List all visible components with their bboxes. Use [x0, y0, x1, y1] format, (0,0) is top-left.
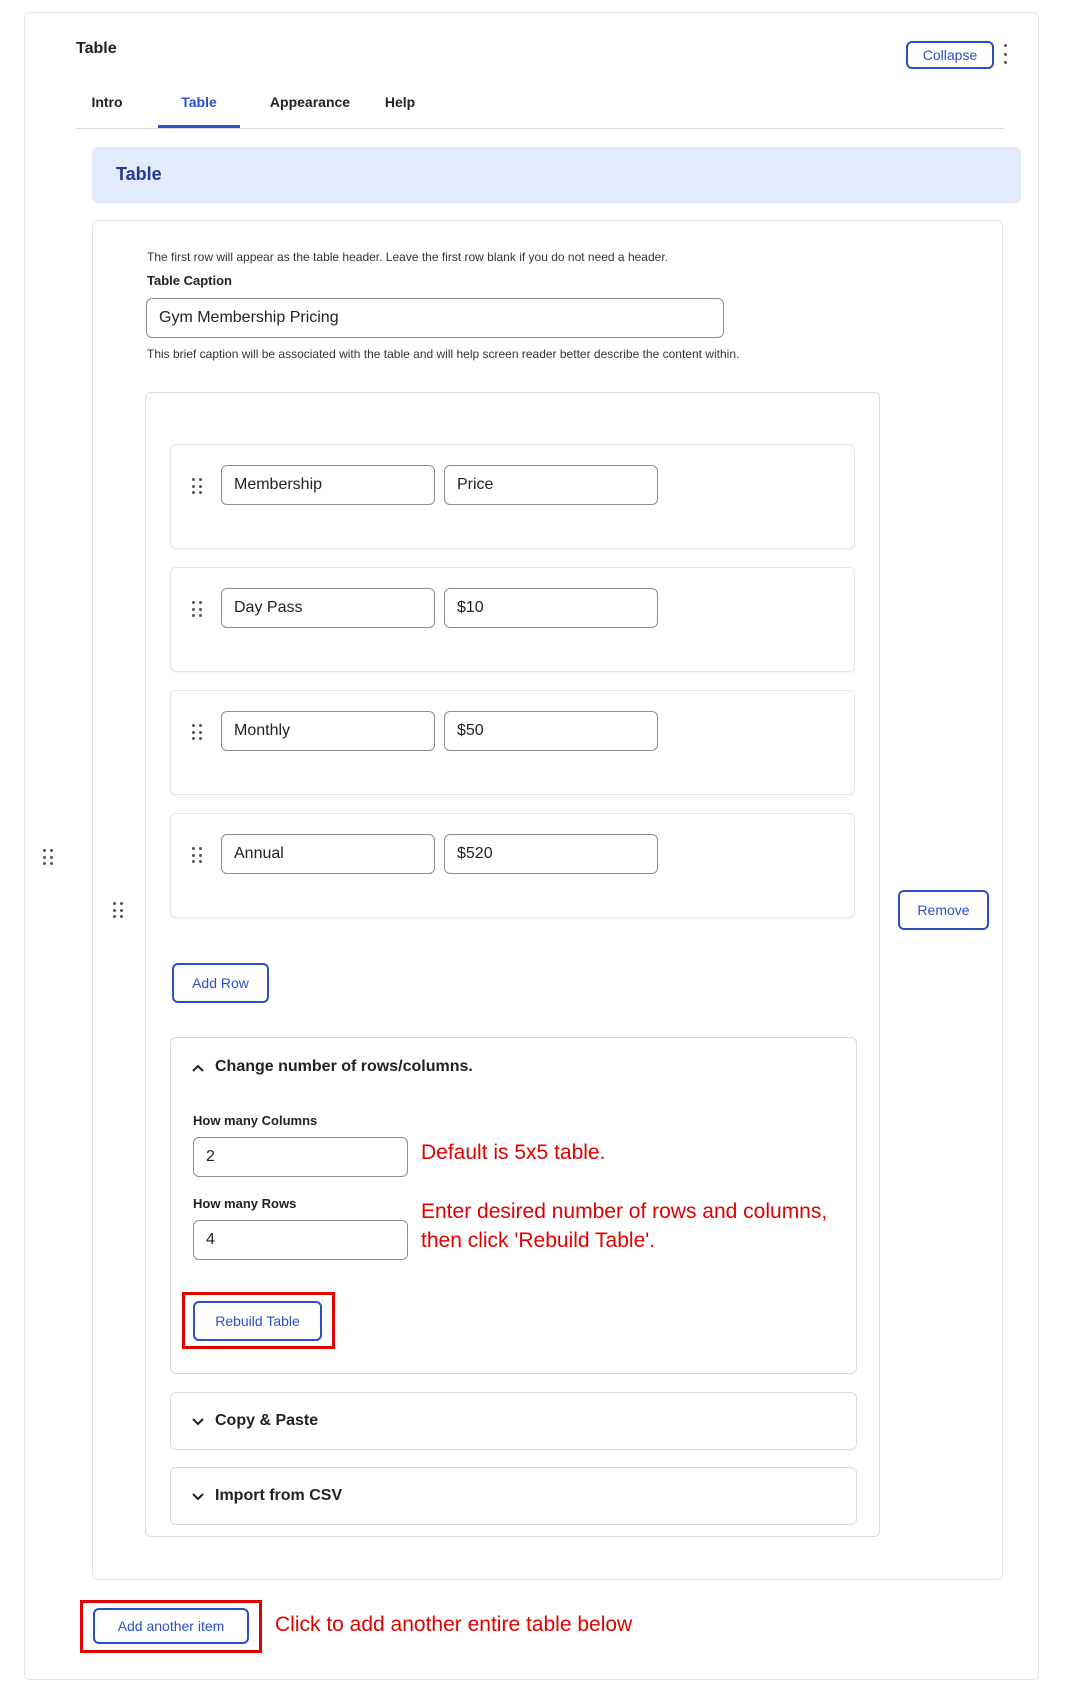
copy-paste-panel[interactable]	[170, 1392, 857, 1450]
header-hint-text: The first row will appear as the table header. Leave the first row blank if you do not need a header.	[147, 250, 668, 264]
cell-input[interactable]: $50	[444, 711, 658, 751]
paragraph-title: Table	[76, 40, 117, 57]
table-drag-handle-icon[interactable]	[113, 902, 123, 918]
add-another-item-button[interactable]: Add another item	[93, 1608, 249, 1644]
kebab-menu-icon[interactable]	[1000, 44, 1010, 64]
cell-input[interactable]: Annual	[221, 834, 435, 874]
tab-table[interactable]: Table	[158, 88, 240, 128]
tab-intro[interactable]: Intro	[91, 94, 123, 110]
section-banner	[92, 147, 1021, 203]
cell-input[interactable]: $10	[444, 588, 658, 628]
collapse-button[interactable]: Collapse	[906, 41, 994, 69]
annotation-add-table: Click to add another entire table below	[275, 1613, 633, 1636]
tab-help[interactable]: Help	[384, 94, 416, 110]
tab-appearance[interactable]: Appearance	[269, 94, 351, 110]
cell-input[interactable]: Membership	[221, 465, 435, 505]
row-drag-handle-icon[interactable]	[192, 601, 202, 617]
chevron-up-icon[interactable]	[191, 1061, 205, 1075]
add-row-button[interactable]: Add Row	[172, 963, 269, 1003]
cell-input[interactable]: Price	[444, 465, 658, 505]
columns-label: How many Columns	[193, 1113, 318, 1128]
copy-paste-title[interactable]: Copy & Paste	[215, 1412, 319, 1429]
rebuild-table-button[interactable]: Rebuild Table	[193, 1301, 322, 1341]
row-drag-handle-icon[interactable]	[192, 478, 202, 494]
cell-input[interactable]: $520	[444, 834, 658, 874]
tab-bar	[76, 88, 1004, 129]
rows-label: How many Rows	[193, 1196, 297, 1211]
caption-label: Table Caption	[147, 273, 232, 288]
chevron-down-icon	[191, 1415, 205, 1429]
import-csv-title[interactable]: Import from CSV	[215, 1487, 343, 1504]
caption-help-text: This brief caption will be associated with the table and will help screen reader better describe the content within.	[147, 347, 740, 361]
row-drag-handle-icon[interactable]	[192, 847, 202, 863]
annotation-enter-rows-line2: then click 'Rebuild Table'.	[421, 1229, 656, 1252]
item-drag-handle-icon[interactable]	[43, 849, 53, 865]
banner-title: Table	[116, 164, 162, 184]
resize-panel-title[interactable]: Change number of rows/columns.	[215, 1058, 473, 1075]
annotation-enter-rows-line1: Enter desired number of rows and columns,	[421, 1200, 828, 1223]
chevron-down-icon	[191, 1490, 205, 1504]
caption-input[interactable]: Gym Membership Pricing	[146, 298, 724, 338]
import-csv-panel[interactable]	[170, 1467, 857, 1525]
columns-input[interactable]: 2	[193, 1137, 408, 1177]
annotation-default-size: Default is 5x5 table.	[421, 1141, 606, 1164]
row-drag-handle-icon[interactable]	[192, 724, 202, 740]
cell-input[interactable]: Day Pass	[221, 588, 435, 628]
cell-input[interactable]: Monthly	[221, 711, 435, 751]
remove-button[interactable]: Remove	[898, 890, 989, 930]
rows-input[interactable]: 4	[193, 1220, 408, 1260]
